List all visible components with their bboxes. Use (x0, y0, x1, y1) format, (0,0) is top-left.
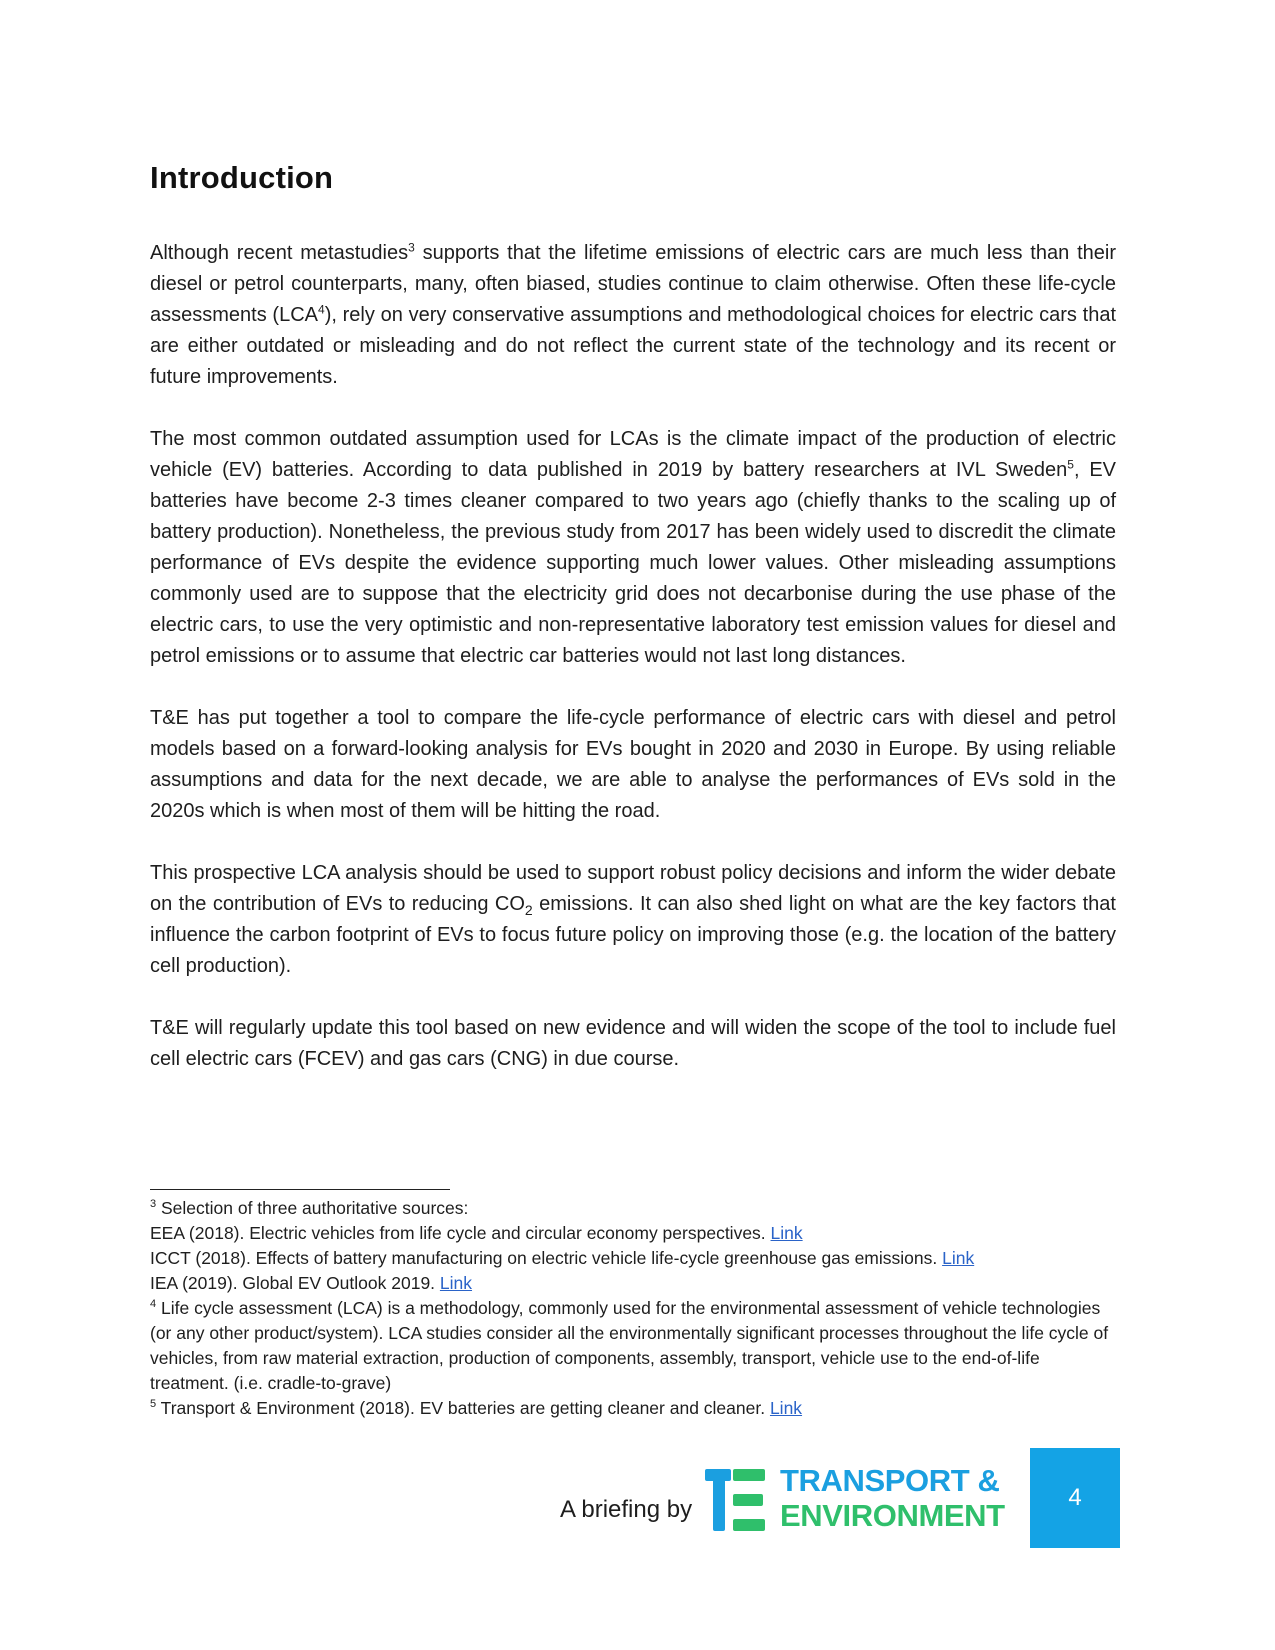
footnote-4: $^4$ Life cycle assessment (LCA) is a methodology, commonly used for the environmental assessment of vehicle technologies (or any other product/system). LCA studies consider all the environmentally significant processes throughout the life cycle of vehicles, from raw material extraction, production of components, assembly, transport, vehicle use to the end-of-life treatment. (i.e. cradle-to-grave) (150, 1298, 1109, 1393)
footnote-ref[interactable]: 3 (408, 240, 415, 255)
footnote-divider (150, 1189, 450, 1190)
icct-link[interactable]: Link (942, 1248, 975, 1268)
footnote-source: ICCT (2018). Effects of battery manufacturing on electric vehicle life-cycle greenhouse gas emissions. Link (150, 1248, 975, 1268)
te-logo (705, 1463, 1021, 1535)
paragraph: Although recent metastudies$^3$ supports that the lifetime emissions of electric cars are much less than their diesel or petrol counterparts, many, often biased, studies continue to claim otherwise. Often these life-cycle assessments (LCA$^4$), rely on very conservative assumptions and methodological choices for electric cars that are either outdated or misleading and do not reflect the current state of the technology and its recent or future improvements. (150, 240, 1116, 388)
footnote-source: EEA (2018). Electric vehicles from life cycle and circular economy perspectives. Link (150, 1223, 803, 1243)
logo-text-transport: TRANSPORT & (780, 1463, 1000, 1498)
paragraph: T&E has put together a tool to compare the life-cycle performance of electric cars with diesel and petrol models based on a forward-looking analysis for EVs bought in 2020 and 2030 in Europe. By using reliable assumptions and data for the next decade, we are able to analyse the performances of EVs sold in the 2020s which is when most of them will be hitting the road. (150, 707, 1116, 822)
te-link[interactable]: Link (769, 1398, 803, 1418)
paragraph: T&E will regularly update this tool based on new evidence and will widen the scope of the tool to include fuel cell electric cars (FCEV) and gas cars (CNG) in due course. (150, 1017, 1116, 1070)
footnotes (150, 1196, 1116, 1421)
footnote-ref[interactable]: 4 (318, 302, 325, 317)
te-logo-mark-icon (705, 1467, 767, 1533)
page-number: 4 (1030, 1448, 1120, 1548)
iea-link[interactable]: Link (439, 1273, 473, 1293)
eea-link[interactable]: Link (770, 1223, 803, 1243)
footnote-3: $^3$ Selection of three authoritative sources: (150, 1198, 469, 1218)
logo-text-environment: ENVIRONMENT (780, 1498, 1005, 1533)
subscript: 2 (524, 902, 533, 918)
paragraph: The most common outdated assumption used for LCAs is the climate impact of the production of electric vehicle (EV) batteries. According to data published in 2019 by battery researchers at IVL Sweden$^5$, EV batteries have become 2-3 times cleaner compared to two years ago (chiefly thanks to the scaling up of battery production). Nonetheless, the previous study from 2017 has been widely used to discredit the climate performance of EVs despite the evidence supporting much lower values. Other misleading assumptions commonly used are to suppose that the electricity grid does not decarbonise during the use phase of the electric cars, to use the very optimistic and non-representative laboratory test emission values for diesel and petrol emissions or to assume that electric car batteries would not last long distances. (150, 428, 1116, 667)
footnote-ref[interactable]: 5 (1067, 457, 1074, 472)
footnote-source: IEA (2019). Global EV Outlook 2019. Link (150, 1273, 473, 1293)
paragraph: This prospective LCA analysis should be used to support robust policy decisions and inform the wider debate on the contribution of EVs to reducing $CO_2$ emissions. It can also shed light on what are the key factors that influence the carbon footprint of EVs to focus future policy on improving those (e.g. the location of the battery cell production). (150, 862, 1116, 977)
body-text (150, 238, 1116, 1106)
page-title: Introduction (150, 160, 334, 195)
briefing-label: A briefing by (560, 1496, 693, 1523)
footnote-5: $^5$ Transport & Environment (2018). EV batteries are getting cleaner and cleaner. Link (150, 1398, 803, 1418)
